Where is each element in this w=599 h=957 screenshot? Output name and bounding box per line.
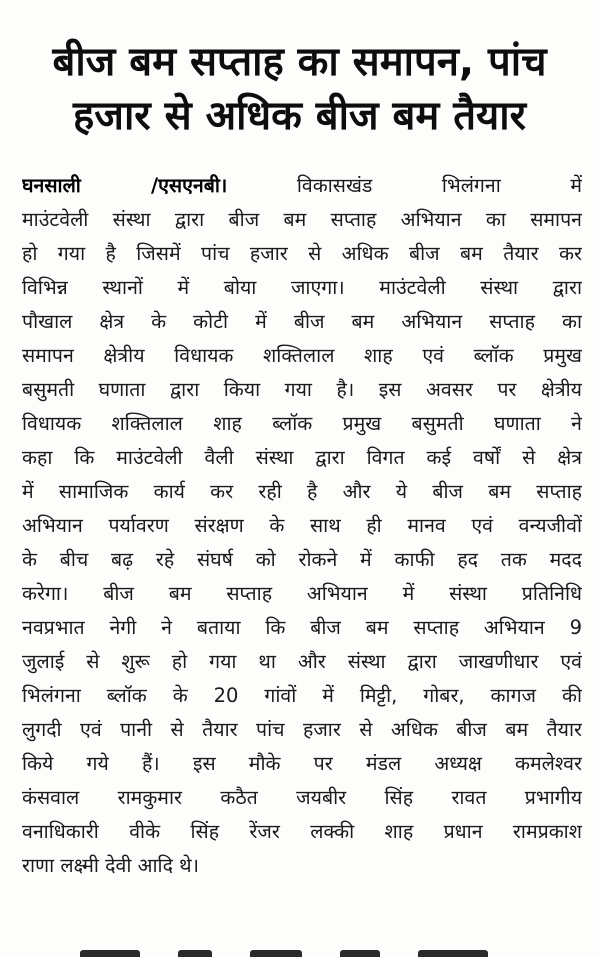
article-line: के बीच बढ़ रहे संघर्ष को रोकने में काफी हद तक मदद bbox=[22, 548, 582, 571]
headline-line-2: हजार से अधिक बीज बम तैयार bbox=[73, 93, 526, 139]
article-line: में सामाजिक कार्य कर रही है और ये बीज बम सप्ताह bbox=[22, 480, 582, 503]
article-line: समापन क्षेत्रीय विधायक शक्तिलाल शाह एवं ब्लॉक प्रमुख bbox=[22, 344, 582, 367]
article-line-last: राणा लक्ष्मी देवी आदि थे। bbox=[22, 854, 200, 877]
article-line: विभिन्न स्थानों में बोया जाएगा। माउंटवेली संस्था द्वारा bbox=[22, 276, 582, 299]
article-line: जुलाई से शुरू हो गया था और संस्था द्वारा जाखणीधार एवं bbox=[22, 650, 582, 673]
article-line: करेगा। बीज बम सप्ताह अभियान में संस्था प्रतिनिधि bbox=[22, 582, 582, 605]
article-line: वनाधिकारी वीके सिंह रेंजर लक्की शाह प्रधान रामप्रकाश bbox=[22, 820, 582, 843]
article-line: पौखाल क्षेत्र के कोटी में बीज बम अभियान सप्ताह का bbox=[22, 310, 582, 333]
article-line: किये गये हैं। इस मौके पर मंडल अध्यक्ष कमलेश्वर bbox=[22, 752, 582, 775]
article-body bbox=[22, 169, 582, 929]
article-line: बसुमती घणाता द्वारा किया गया है। इस अवसर पर क्षेत्रीय bbox=[22, 378, 582, 401]
article-line: माउंटवेली संस्था द्वारा बीज बम सप्ताह अभियान का समापन bbox=[22, 208, 582, 231]
article-line: अभियान पर्यावरण संरक्षण के साथ ही मानव एवं वन्यजीवों bbox=[22, 514, 582, 537]
article-line: हो गया है जिसमें पांच हजार से अधिक बीज बम तैयार कर bbox=[22, 242, 582, 265]
article-line: कहा कि माउंटवेली वैली संस्था द्वारा विगत कई वर्षों से क्षेत्र bbox=[22, 446, 582, 469]
article-line: नवप्रभात नेगी ने बताया कि बीज बम सप्ताह अभियान 9 bbox=[22, 616, 582, 639]
article-line bbox=[22, 169, 582, 203]
article-line: कंसवाल रामकुमार कठैत जयबीर सिंह रावत प्रभागीय bbox=[22, 786, 582, 809]
headline-line-1: बीज बम सप्ताह का समापन, पांच bbox=[52, 39, 547, 85]
article-line: भिलंगना ब्लॉक के 20 गांवों में मिट्टी, गोबर, कागज की bbox=[22, 684, 582, 707]
dateline: घनसाली /एसएनबी। bbox=[22, 174, 228, 197]
next-article-cut-off bbox=[80, 940, 540, 957]
article-line: लुगदी एवं पानी से तैयार पांच हजार से अधिक बीज बम तैयार bbox=[22, 718, 582, 741]
article-line-text: विकासखंड भिलंगना में bbox=[296, 174, 582, 197]
article-line: विधायक शक्तिलाल शाह ब्लॉक प्रमुख बसुमती घणाता ने bbox=[22, 412, 582, 435]
